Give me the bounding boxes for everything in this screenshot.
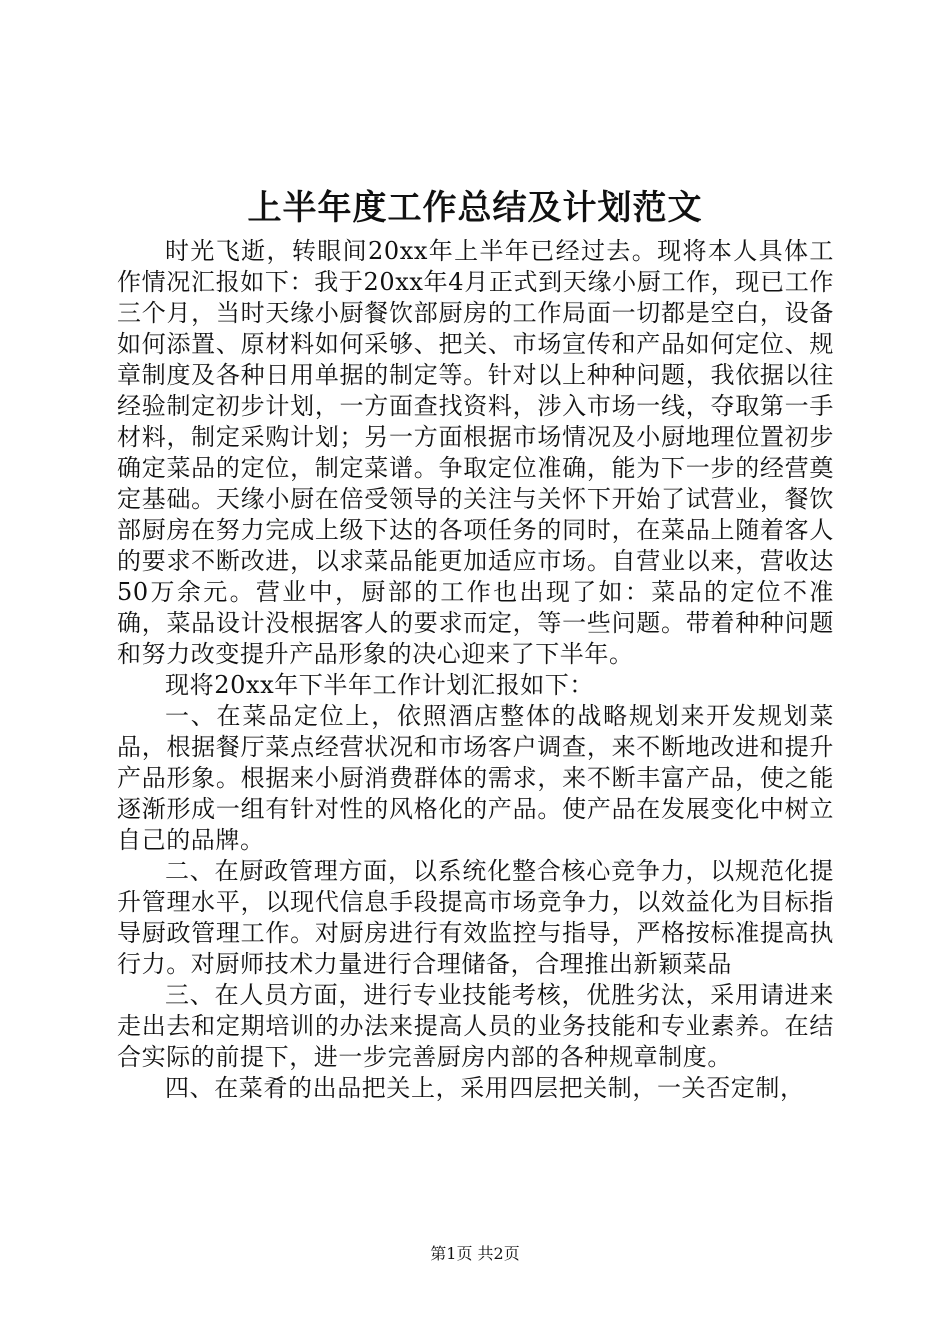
- document-body: [117, 236, 834, 1104]
- page-number-footer: 第1页 共2页: [430, 1244, 520, 1263]
- paragraph-item-1: 一、在菜品定位上，依照酒店整体的战略规划来开发规划菜品，根据餐厅菜点经营状况和市场客户调查，来不断地改进和提升产品形象。根据来小厨消费群体的需求，来不断丰富产品，使之能逐渐形成一组有针对性的风格化的产品。使产品在发展变化中树立自己的品牌。: [117, 702, 834, 854]
- paragraph-intro: 时光飞逝，转眼间20xx年上半年已经过去。现将本人具体工作情况汇报如下：我于20xx年4月正式到天缘小厨工作，现已工作三个月，当时天缘小厨餐饮部厨房的工作局面一切都是空白，设备如何添置、原材料如何采够、把关、市场宣传和产品如何定位、规章制度及各种日用单据的制定等。针对以上种种问题，我依据以往经验制定初步计划，一方面查找资料，涉入市场一线，夺取第一手材料，制定采购计划；另一方面根据市场情况及小厨地理位置初步确定菜品的定位，制定菜谱。争取定位准确，能为下一步的经营奠定基础。天缘小厨在倍受领导的关注与关怀下开始了试营业，餐饮部厨房在努力完成上级下达的各项任务的同时，在菜品上随着客人的要求不断改进，以求菜品能更加适应市场。自营业以来，营收达50万余元。营业中，厨部的工作也出现了如：菜品的定位不准确，菜品设计没根据客人的要求而定，等一些问题。带着种种问题和努力改变提升产品形象的决心迎来了下半年。: [117, 237, 834, 668]
- document-title: 上半年度工作总结及计划范文: [247, 188, 703, 228]
- paragraph-item-3: 三、在人员方面，进行专业技能考核，优胜劣汰，采用请进来走出去和定期培训的办法来提高人员的业务技能和专业素养。在结合实际的前提下，进一步完善厨房内部的各种规章制度。: [117, 981, 834, 1071]
- paragraph-plan-heading: 现将20xx年下半年工作计划汇报如下：: [165, 671, 595, 699]
- paragraph-item-4: 四、在菜肴的出品把关上，采用四层把关制，一关否定制，: [165, 1074, 805, 1102]
- paragraph-item-2: 二、在厨政管理方面，以系统化整合核心竞争力，以规范化提升管理水平，以现代信息手段提高市场竞争力，以效益化为目标指导厨政管理工作。对厨房进行有效监控与指导，严格按标准提高执行力。对厨师技术力量进行合理储备，合理推出新颖菜品: [117, 857, 834, 978]
